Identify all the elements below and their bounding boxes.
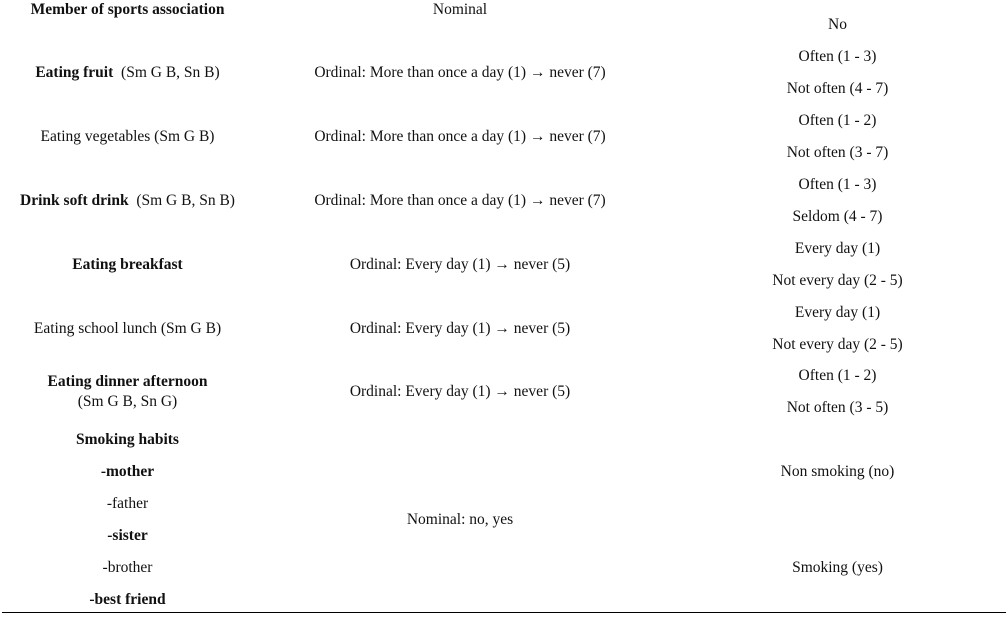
variable-eating-fruit-note: (Sm G B, Sn B) <box>121 64 220 81</box>
smoking-member-father: -father <box>106 495 149 512</box>
variable-soft-drink <box>0 192 255 210</box>
category-dinner-not-often: Not often (3 - 5) <box>786 399 889 416</box>
variable-school-lunch: Eating school lunch (Sm G B) <box>33 320 222 337</box>
category-sports-no: No <box>828 16 847 33</box>
scale-soft-drink: Ordinal: More than once a day (1) → never (7) <box>314 192 606 209</box>
smoking-member-best-friend: -best friend <box>89 591 166 608</box>
variable-soft-drink-label: Drink soft drink <box>20 192 129 209</box>
category-vegetables-not-often: Not often (3 - 7) <box>786 144 889 161</box>
category-lunch-every-day: Every day (1) <box>794 304 881 321</box>
category-softdrink-seldom: Seldom (4 - 7) <box>792 208 883 225</box>
scale-smoking: Nominal: no, yes <box>406 511 514 528</box>
variable-sports-association: Member of sports association <box>30 1 225 18</box>
category-softdrink-often: Often (1 - 3) <box>798 176 877 193</box>
scale-eating-dinner: Ordinal: Every day (1) → never (5) <box>349 383 571 400</box>
scale-eating-breakfast: Ordinal: Every day (1) → never (5) <box>349 256 571 273</box>
category-fruit-not-often: Not often (4 - 7) <box>786 80 889 97</box>
variable-smoking-habits: Smoking habits <box>76 431 179 448</box>
category-smoking: Smoking (yes) <box>792 559 883 576</box>
category-breakfast-every-day: Every day (1) <box>794 240 881 257</box>
variable-eating-fruit <box>0 64 255 82</box>
variable-eating-vegetables: Eating vegetables (Sm G B) <box>40 128 215 145</box>
category-fruit-often: Often (1 - 3) <box>798 48 877 65</box>
category-breakfast-not-every-day: Not every day (2 - 5) <box>772 272 903 289</box>
scale-sports-association: Nominal <box>432 1 488 18</box>
variable-eating-dinner-note: (Sm G B, Sn G) <box>77 393 178 410</box>
category-dinner-often: Often (1 - 2) <box>798 367 877 384</box>
scale-eating-fruit: Ordinal: More than once a day (1) → never (7) <box>314 64 606 81</box>
variable-eating-dinner: Eating dinner afternoon <box>47 373 208 390</box>
smoking-member-brother: -brother <box>102 559 153 576</box>
category-lunch-not-every-day: Not every day (2 - 5) <box>772 336 903 353</box>
scale-school-lunch: Ordinal: Every day (1) → never (5) <box>349 320 571 337</box>
variable-eating-fruit-label: Eating fruit <box>35 64 114 81</box>
category-non-smoking: Non smoking (no) <box>780 463 895 480</box>
scale-eating-vegetables: Ordinal: More than once a day (1) → never (7) <box>314 128 606 145</box>
table-bottom-rule <box>2 612 1006 613</box>
variable-soft-drink-note: (Sm G B, Sn B) <box>136 192 235 209</box>
smoking-member-sister: -sister <box>107 527 148 544</box>
variable-eating-breakfast: Eating breakfast <box>72 256 183 273</box>
smoking-member-mother: -mother <box>100 463 155 480</box>
category-vegetables-often: Often (1 - 2) <box>798 112 877 129</box>
